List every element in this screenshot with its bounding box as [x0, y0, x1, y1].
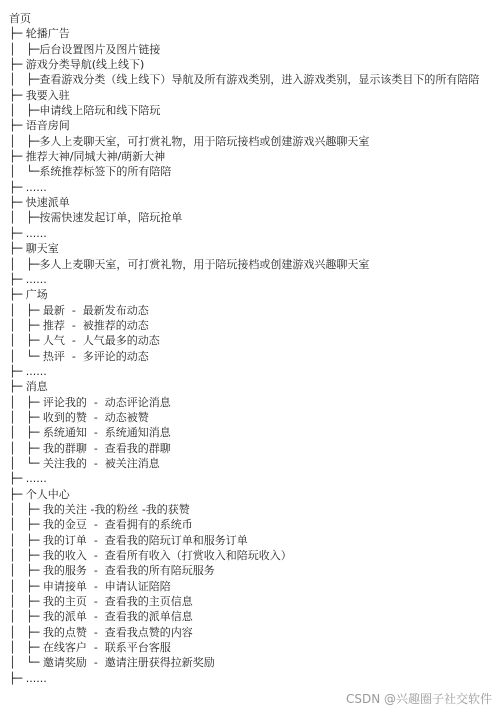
tree-line-text: ├─ 聊天室: [9, 242, 59, 256]
tree-line: [9, 517, 497, 532]
tree-line-text: │ ├─ 在线客户 - 联系平台客服: [9, 641, 171, 655]
tree-line-text: │ └─ 关注我的 - 被关注消息: [9, 456, 160, 470]
tree-line-text: ├─ 语音房间: [9, 119, 70, 133]
tree-line: [9, 502, 497, 517]
tree-line: [9, 548, 497, 563]
tree-line-text: ├─ ......: [9, 272, 47, 286]
tree-line: [9, 395, 497, 410]
tree-line: [9, 57, 497, 72]
tree-line: [9, 226, 497, 241]
tree-line-text: │ ├─查看游戏分类（线上线下）导航及所有游戏类别，进入游戏类别，显示该类目下的所有陪陪: [9, 73, 480, 87]
tree-line-text: ├─ 快速派单: [9, 196, 70, 210]
tree-line: [9, 364, 497, 379]
tree-line: [9, 103, 497, 118]
tree-line-text: ├─ 我要入驻: [9, 88, 70, 102]
tree-line: [9, 164, 497, 179]
tree-line-text: │ ├─ 人气 - 人气最多的动态: [9, 334, 160, 348]
tree-line: [9, 134, 497, 149]
tree-line-text: │ ├─ 申请接单 - 申请认证陪陪: [9, 579, 171, 593]
tree-line-text: │ └─系统推荐标签下的所有陪陪: [9, 165, 172, 179]
tree-line-text: ├─ 轮播广告: [9, 27, 70, 41]
tree-line-text: ├─ 广场: [9, 288, 48, 302]
tree-line-text: 首页: [9, 12, 31, 25]
tree-line: [9, 42, 497, 57]
tree-line-text: │ ├─ 系统通知 - 系统通知消息: [9, 426, 171, 440]
tree-line: [9, 241, 497, 256]
tree-line: [9, 72, 497, 87]
tree-line: [9, 303, 497, 318]
tree-line: [9, 671, 497, 686]
tree-line-text: ├─ ......: [9, 364, 47, 378]
tree-line-text: │ └─ 热评 - 多评论的动态: [9, 349, 149, 363]
tree-line: [9, 318, 497, 333]
tree-line-text: │ └─ 邀请奖励 - 邀请注册获得拉新奖励: [9, 656, 215, 670]
tree-line: [9, 118, 497, 133]
tree-line-text: │ ├─多人上麦聊天室，可打赏礼物，用于陪玩接档或创建游戏兴趣聊天室: [9, 134, 370, 148]
tree-line-text: │ ├─ 我的主页 - 查看我的主页信息: [9, 595, 193, 609]
tree-line: [9, 609, 497, 624]
tree-line: [9, 579, 497, 594]
tree-line: [9, 594, 497, 609]
tree-line-text: ├─ ......: [9, 226, 47, 240]
tree-line: [9, 333, 497, 348]
tree-line-text: │ ├─ 我的派单 - 查看我的派单信息: [9, 610, 193, 624]
tree-line: [9, 456, 497, 471]
tree-line-text: ├─ ......: [9, 472, 47, 486]
tree-line-text: │ ├─申请线上陪玩和线下陪玩: [9, 104, 161, 118]
tree-line: [9, 180, 497, 195]
tree-line-text: │ ├─ 我的群聊 - 查看我的群聊: [9, 441, 171, 455]
tree-line: [9, 195, 497, 210]
tree-line: [9, 625, 497, 640]
tree-line-text: │ ├─ 收到的赞 - 动态被赞: [9, 410, 149, 424]
tree-line: [9, 287, 497, 302]
tree-line-text: ├─ 个人中心: [9, 487, 70, 501]
tree-line-text: │ ├─ 我的收入 - 查看所有收入（打赏收入和陪玩收入）: [9, 549, 292, 563]
tree-line-text: │ ├─多人上麦聊天室，可打赏礼物，用于陪玩接档或创建游戏兴趣聊天室: [9, 257, 370, 271]
tree-line-text: ├─ 游戏分类导航(线上线下): [9, 58, 145, 72]
csdn-watermark: CSDN @兴趣圈子社交软件: [345, 692, 492, 706]
tree-line: [9, 88, 497, 103]
tree-line: [9, 441, 497, 456]
tree-line-text: ├─ ......: [9, 671, 47, 685]
tree-line: [9, 349, 497, 364]
tree-line: [9, 26, 497, 41]
tree-line-text: ├─ ......: [9, 180, 47, 194]
tree-line: [9, 379, 497, 394]
tree-line: [9, 563, 497, 578]
tree-line-text: │ ├─ 最新 - 最新发布动态: [9, 303, 149, 317]
tree-line-text: │ ├─ 推荐 - 被推荐的动态: [9, 318, 149, 332]
tree-line: [9, 425, 497, 440]
tree-line: [9, 640, 497, 655]
site-structure-tree: [9, 11, 497, 686]
tree-line: [9, 257, 497, 272]
tree-line-text: │ ├─ 我的订单 - 查看我的陪玩订单和服务订单: [9, 533, 248, 547]
tree-line-text: │ ├─ 我的服务 - 查看我的所有陪玩服务: [9, 564, 215, 578]
tree-line-text: │ ├─后台设置图片及图片链接: [9, 42, 161, 56]
tree-line-text: │ ├─ 评论我的 - 动态评论消息: [9, 395, 171, 409]
tree-line: [9, 272, 497, 287]
tree-line-root: [9, 11, 497, 26]
tree-line: [9, 487, 497, 502]
tree-line: [9, 471, 497, 486]
tree-line-text: │ ├─ 我的金豆 - 查看拥有的系统币: [9, 518, 193, 532]
tree-line-text: ├─ 推荐大神/同城大神/萌新大神: [9, 150, 166, 164]
tree-line-text: │ ├─ 我的点赞 - 查看我点赞的内容: [9, 625, 193, 639]
tree-line-text: │ ├─按需快速发起订单，陪玩抢单: [9, 211, 183, 225]
tree-line: [9, 655, 497, 670]
tree-line: [9, 410, 497, 425]
tree-line: [9, 533, 497, 548]
tree-line-text: │ ├─ 我的关注 -我的粉丝 -我的获赞: [9, 503, 190, 516]
tree-line-text: ├─ 消息: [9, 380, 48, 394]
tree-line: [9, 149, 497, 164]
tree-line: [9, 210, 497, 225]
